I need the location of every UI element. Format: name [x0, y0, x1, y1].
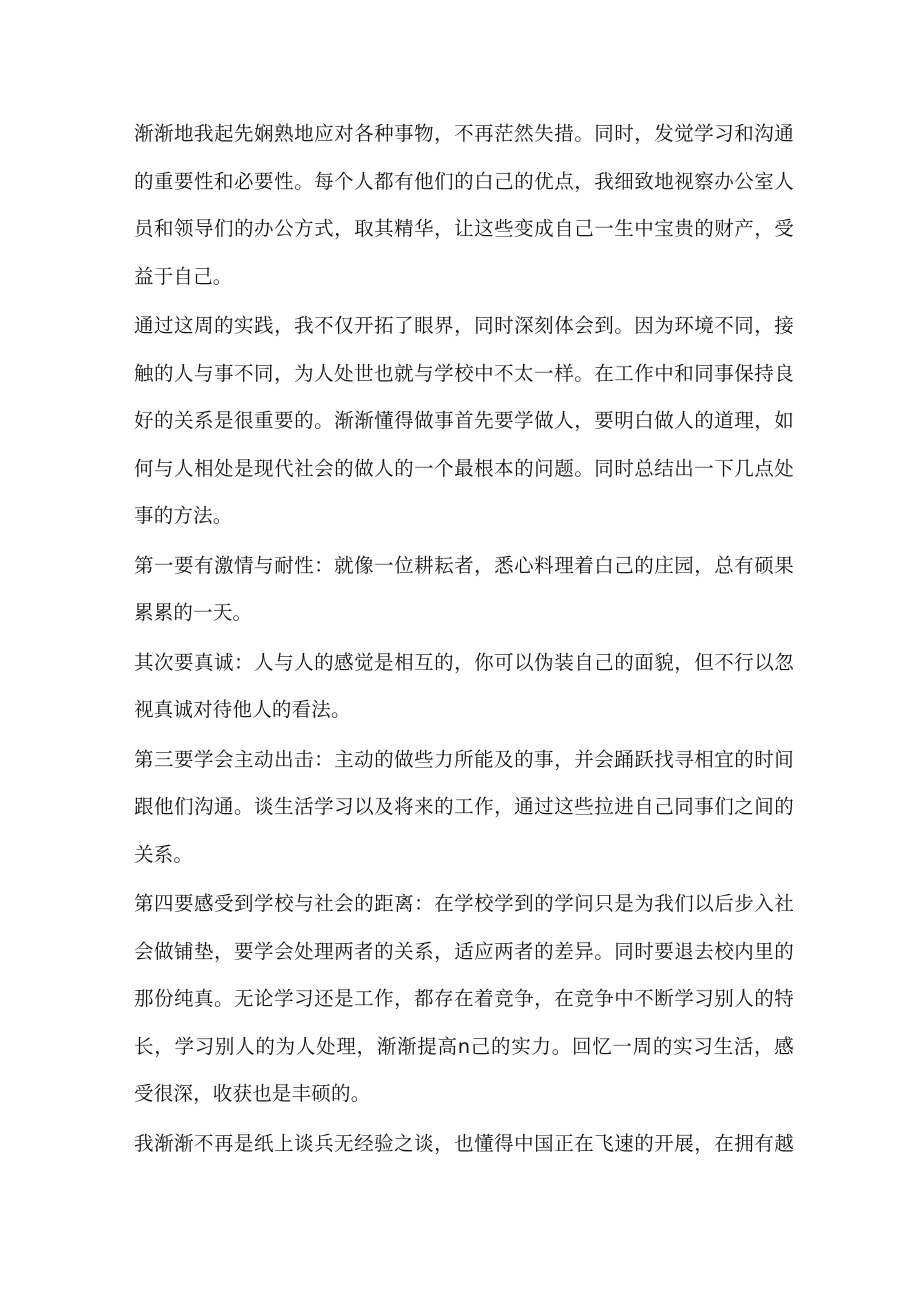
text-line: 第四要感受到学校与社会的距离：在学校学到的学问只是为我们以后步入社	[134, 892, 794, 915]
text-line: 那份纯真。无论学习还是工作，都存在着竞争，在竞争中不断学习别人的特	[134, 987, 794, 1010]
text-line: 事的方法。	[134, 504, 233, 527]
text-line: 通过这周的实践，我不仅开拓了眼界，同时深刻体会到。因为环境不同，接	[134, 314, 794, 337]
paragraph	[134, 880, 794, 1118]
paragraph	[134, 736, 794, 879]
text-line: 我渐渐不再是纸上谈兵无经验之谈，也懂得中国正在飞速的开展，在拥有越	[134, 1131, 794, 1155]
text-line: 益于自己。	[134, 264, 233, 288]
paragraph	[134, 110, 794, 300]
text-line: 何与人相处是现代社会的做人的一个最根本的问题。同时总结出一下几点处	[134, 456, 794, 480]
document-body	[134, 110, 794, 1169]
text-line: 视真诚对待他人的看法。	[134, 698, 351, 721]
text-line: 第三要学会主动出击：主动的做些力所能及的事，并会踊跃找寻相宜的时间	[134, 747, 794, 771]
text-line: 累累的一天。	[134, 601, 253, 624]
text-line: 跟他们沟通。谈生活学习以及将来的工作，通过这些拉进自己同事们之间的	[134, 795, 794, 818]
text-line: 受很深，收获也是丰硕的。	[134, 1082, 371, 1105]
text-line: 关系。	[134, 842, 194, 866]
text-line: 触的人与事不同，为人处世也就与学校中不太一样。在工作中和同事保持良	[134, 361, 794, 385]
text-line: 员和领导们的办公方式，取其精华，让这些变成自己一生中宝贵的财产，受	[134, 217, 794, 240]
text-line: 的重要性和必要性。每个人都有他们的白己的优点，我细致地视察办公室人	[134, 169, 794, 193]
text-line: 其次要真诚：人与人的感觉是相互的，你可以伪装自己的面貌，但不行以忽	[134, 650, 794, 674]
text-line: 渐渐地我起先娴熟地应对各种事物，不再茫然失措。同时，发觉学习和沟通	[134, 122, 794, 145]
paragraph	[134, 1120, 794, 1168]
text-line: 好的关系是很重要的。渐渐懂得做事首先要学做人，要明白做人的道理，如	[134, 409, 794, 432]
paragraph	[134, 639, 794, 734]
text-line: 长，学习别人的为人处理，渐渐提高n己的实力。回忆一周的实习生活，感	[134, 1034, 794, 1058]
paragraph	[134, 302, 794, 540]
text-line: 第一要有激情与耐性：就像一位耕耘者，悉心料理着白己的庄园，总有硕果	[134, 553, 794, 577]
text-line: 会做铺垫，要学会处理两者的关系，适应两者的差异。同时要退去校内里的	[134, 939, 794, 963]
paragraph	[134, 542, 794, 637]
